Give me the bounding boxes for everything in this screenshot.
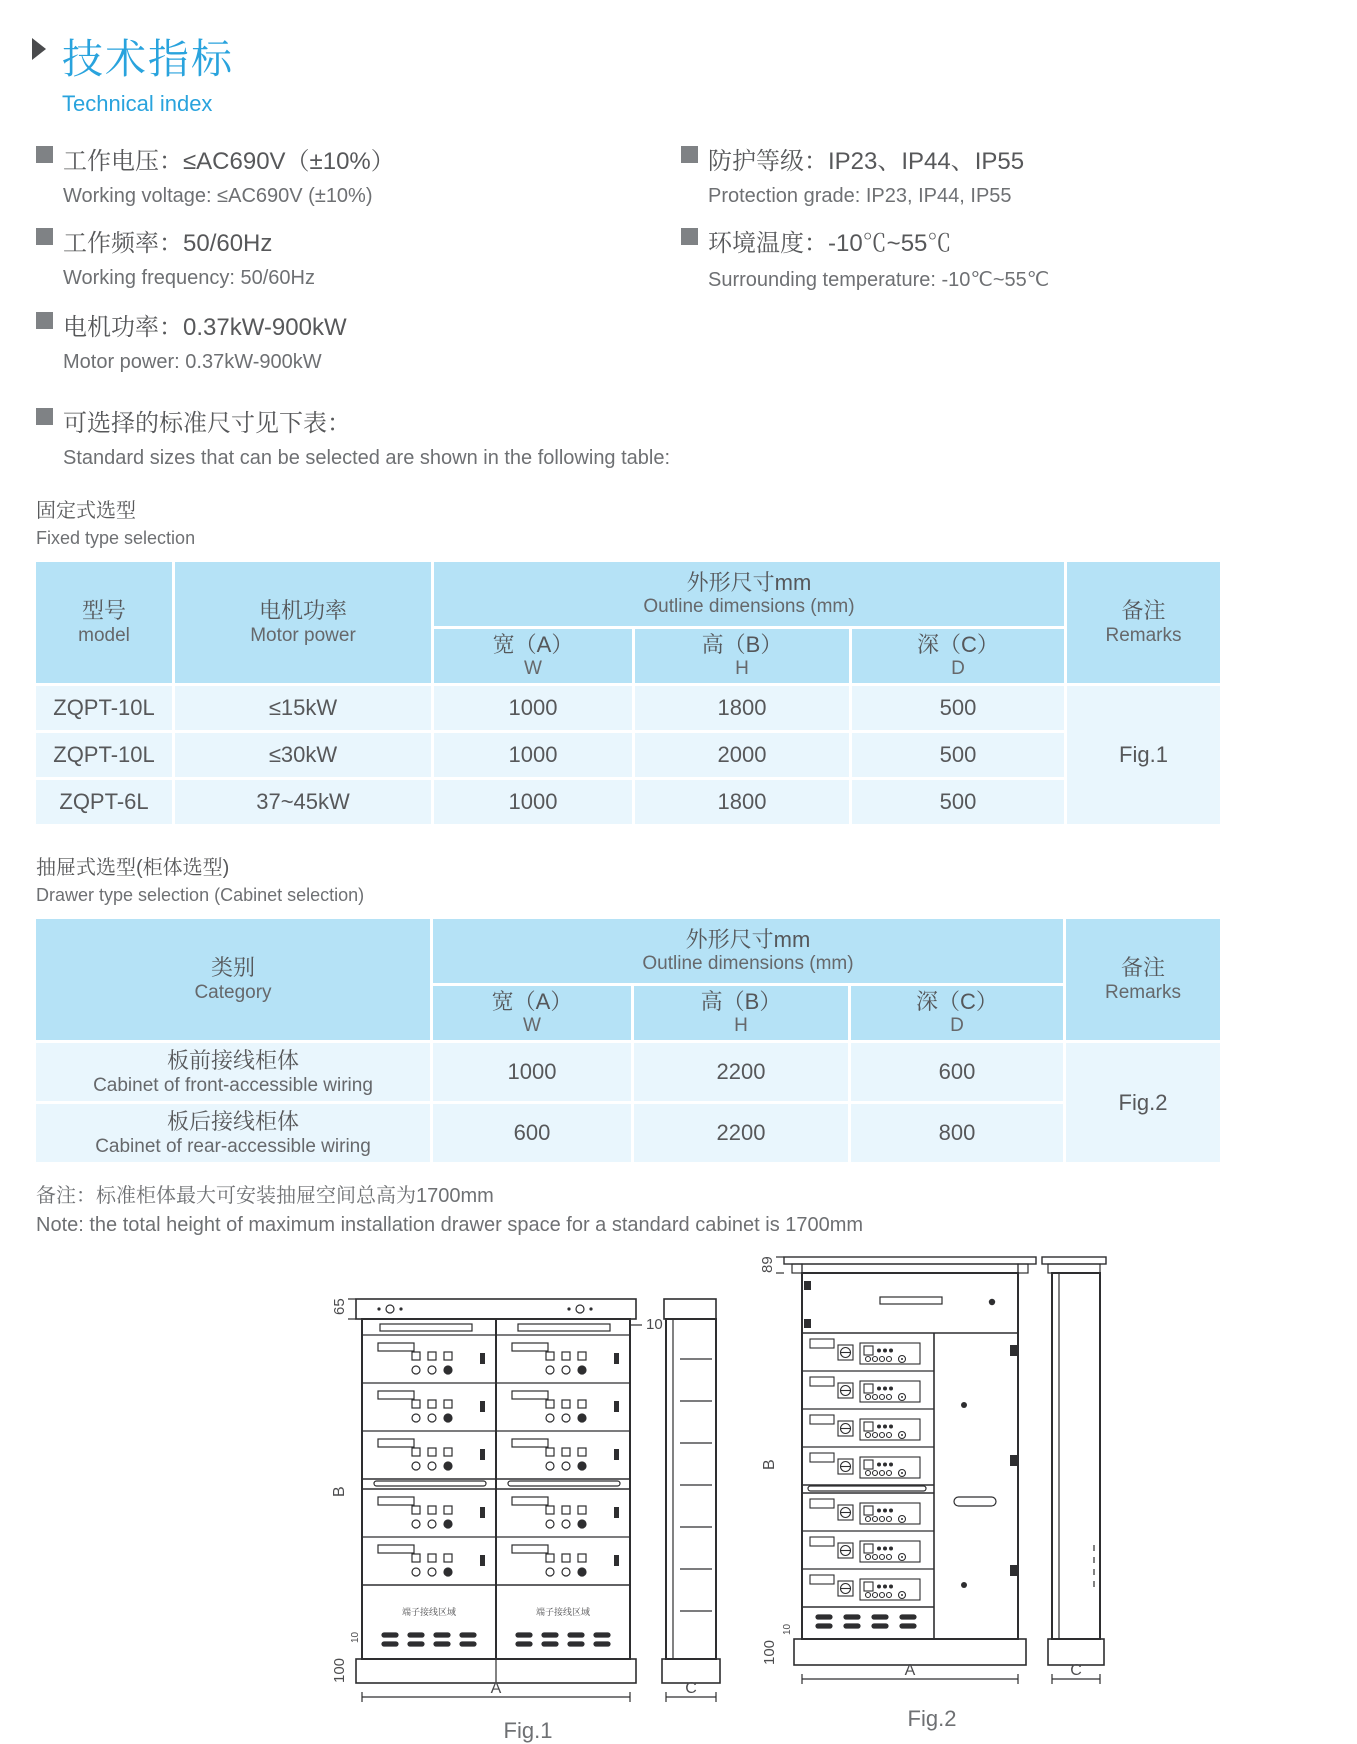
- fig2-dim-small: 10: [782, 1623, 793, 1635]
- cell-category: [36, 1104, 430, 1162]
- section-fixed-type: [36, 494, 1228, 549]
- col-header-motor-power: [175, 562, 431, 683]
- col-header-remarks: [1067, 562, 1220, 683]
- cell-model: ZQPT-10L: [36, 733, 172, 777]
- cell-remark: Fig.2: [1066, 1043, 1220, 1162]
- fig1-drawing: [328, 1285, 728, 1709]
- cell-power: 37~45kW: [175, 780, 431, 824]
- header-zh: 高（B）: [701, 631, 783, 657]
- section-title-zh: 固定式选型: [36, 500, 136, 522]
- header-zh: 外形尺寸mm: [686, 569, 812, 595]
- spec-en: Motor power: 0.37kW-900kW: [63, 351, 322, 373]
- section-title-zh: 抽屉式选型(柜体选型): [36, 857, 230, 879]
- header-en: Motor power: [250, 624, 356, 646]
- fixed-type-table: [33, 559, 1223, 827]
- cell-power: ≤30kW: [175, 733, 431, 777]
- footnote: [36, 1179, 1228, 1237]
- header-zh: 备注: [1120, 955, 1165, 981]
- table-row: [36, 733, 1220, 777]
- fig1-dim-small: 10: [350, 1631, 361, 1643]
- spec-zh: 工作电压：≤AC690V（±10%）: [63, 148, 395, 175]
- spec-zh: 防护等级：IP23、IP44、IP55: [708, 148, 1025, 175]
- cell-power: ≤15kW: [175, 686, 431, 730]
- header-zh: 宽（A）: [492, 631, 574, 657]
- spec-en: Protection grade: IP23, IP44, IP55: [708, 185, 1012, 207]
- page-title: 技术指标: [62, 36, 234, 82]
- cell-width: 1000: [434, 733, 632, 777]
- category-en: Cabinet of rear-accessible wiring: [95, 1135, 371, 1157]
- header-en: Category: [194, 981, 272, 1003]
- table-row: [36, 1104, 1220, 1162]
- header-en: W: [523, 1015, 541, 1037]
- spec-zh: 工作频率：50/60Hz: [63, 230, 273, 257]
- fig2-caption: Fig.2: [907, 1706, 957, 1731]
- spec-en: Working voltage: ≤AC690V (±10%): [63, 185, 373, 207]
- header-zh: 类别: [210, 955, 255, 981]
- fig2-dim-base: 100: [761, 1639, 778, 1665]
- fig1-dim-top-right: 10: [646, 1316, 663, 1333]
- fig1-dim-top: 65: [331, 1298, 348, 1315]
- category-zh: 板前接线柜体: [166, 1048, 299, 1074]
- fig1-dim-base: 100: [331, 1657, 348, 1683]
- table-row: [36, 686, 1220, 730]
- square-bullet-icon: [36, 146, 53, 163]
- page-title-row: [36, 26, 1228, 85]
- cell-width: 600: [433, 1104, 631, 1162]
- header-en: Remarks: [1104, 981, 1181, 1003]
- header-en: Outline dimensions (mm): [643, 596, 855, 618]
- square-bullet-icon: [681, 228, 698, 245]
- fig1-terminal-label: 端子接线区域: [535, 1607, 591, 1617]
- header-en: H: [734, 1015, 748, 1037]
- category-zh: 板后接线柜体: [166, 1109, 299, 1135]
- section-title-en: Fixed type selection: [36, 528, 196, 548]
- fig1-caption: Fig.1: [503, 1718, 553, 1743]
- footnote-zh: 备注：标准柜体最大可安装抽屉空间总高为1700mm: [36, 1185, 494, 1207]
- spec-en: Surrounding temperature: -10℃~55℃: [708, 269, 1050, 291]
- spec-en: Working frequency: 50/60Hz: [63, 267, 315, 289]
- cell-model: ZQPT-6L: [36, 780, 172, 824]
- fig2-dim-height: B: [761, 1459, 778, 1470]
- fig1-dim-width: A: [490, 1680, 502, 1697]
- square-bullet-icon: [36, 312, 53, 329]
- col-header-outline-dimensions: [434, 562, 1064, 626]
- page-subtitle: Technical index: [62, 91, 213, 116]
- fig2-drawing: [754, 1245, 1110, 1697]
- spec-item-frequency: [36, 223, 681, 292]
- col-header-outline-dimensions: [433, 919, 1063, 983]
- col-header-depth: [851, 986, 1063, 1040]
- spec-list: [36, 141, 1228, 470]
- square-bullet-icon: [681, 146, 698, 163]
- cell-height: 1800: [635, 686, 849, 730]
- footnote-en: Note: the total height of maximum installation drawer space for a standard cabinet is 1700mm: [36, 1214, 864, 1236]
- cell-depth: 600: [851, 1043, 1063, 1101]
- cell-depth: 800: [851, 1104, 1063, 1162]
- spec-item-protection: [681, 141, 1228, 208]
- header-en: model: [78, 624, 130, 646]
- spec-item-temperature: [681, 223, 1228, 292]
- header-en: D: [950, 1015, 964, 1037]
- table-row: [36, 780, 1220, 824]
- page: [36, 26, 1228, 1744]
- header-zh: 型号: [81, 598, 126, 624]
- col-header-category: [36, 919, 430, 1040]
- section-drawer-type: [36, 851, 1228, 906]
- spec-zh: 电机功率：0.37kW-900kW: [63, 314, 347, 341]
- cell-depth: 500: [852, 686, 1064, 730]
- cell-depth: 500: [852, 780, 1064, 824]
- fig1-dim-depth: C: [685, 1680, 697, 1697]
- cell-height: 2000: [635, 733, 849, 777]
- figures-row: [36, 1245, 1228, 1744]
- cell-remark: Fig.1: [1067, 686, 1220, 824]
- fig1-terminal-label: 端子接线区域: [401, 1607, 457, 1617]
- cell-category: [36, 1043, 430, 1101]
- table-row: [36, 1043, 1220, 1101]
- square-bullet-icon: [36, 408, 53, 425]
- header-en: D: [951, 658, 965, 680]
- header-zh: 备注: [1121, 598, 1166, 624]
- cell-width: 1000: [434, 686, 632, 730]
- spec-en: Standard sizes that can be selected are shown in the following table:: [63, 447, 671, 469]
- section-arrow-icon: [32, 38, 46, 60]
- spec-zh: 可选择的标准尺寸见下表：: [63, 410, 351, 437]
- fig2-dim-top: 89: [759, 1256, 776, 1273]
- fig2-dim-width: A: [904, 1662, 916, 1679]
- cell-depth: 500: [852, 733, 1064, 777]
- col-header-width: [434, 629, 632, 683]
- cell-height: 2200: [634, 1043, 848, 1101]
- header-en: W: [524, 658, 542, 680]
- cell-width: 1000: [433, 1043, 631, 1101]
- col-header-height: [634, 986, 848, 1040]
- cell-model: ZQPT-10L: [36, 686, 172, 730]
- fig2-dim-depth: C: [1070, 1662, 1082, 1679]
- square-bullet-icon: [36, 228, 53, 245]
- col-header-remarks: [1066, 919, 1220, 1040]
- category-en: Cabinet of front-accessible wiring: [93, 1074, 373, 1096]
- fig1-dim-height: B: [331, 1486, 348, 1497]
- col-header-model: [36, 562, 172, 683]
- header-zh: 宽（A）: [491, 988, 573, 1014]
- col-header-width: [433, 986, 631, 1040]
- header-zh: 深（C）: [916, 988, 998, 1014]
- header-en: H: [735, 658, 749, 680]
- spec-item-voltage: [36, 141, 681, 208]
- col-header-height: [635, 629, 849, 683]
- cell-height: 2200: [634, 1104, 848, 1162]
- section-title-en: Drawer type selection (Cabinet selection): [36, 885, 365, 905]
- spec-item-motor-power: [36, 307, 681, 374]
- header-zh: 高（B）: [700, 988, 782, 1014]
- drawer-type-table: [33, 916, 1223, 1165]
- header-zh: 深（C）: [917, 631, 999, 657]
- header-zh: 电机功率: [258, 598, 347, 624]
- header-en: Outline dimensions (mm): [642, 953, 854, 975]
- spec-zh: 环境温度：-10℃~55℃: [708, 230, 952, 257]
- col-header-depth: [852, 629, 1064, 683]
- cell-height: 1800: [635, 780, 849, 824]
- header-en: Remarks: [1105, 624, 1182, 646]
- figure-2: [754, 1245, 1110, 1732]
- header-zh: 外形尺寸mm: [685, 926, 811, 952]
- cell-width: 1000: [434, 780, 632, 824]
- figure-1: [328, 1285, 728, 1744]
- spec-item-standard-sizes: [36, 403, 1228, 470]
